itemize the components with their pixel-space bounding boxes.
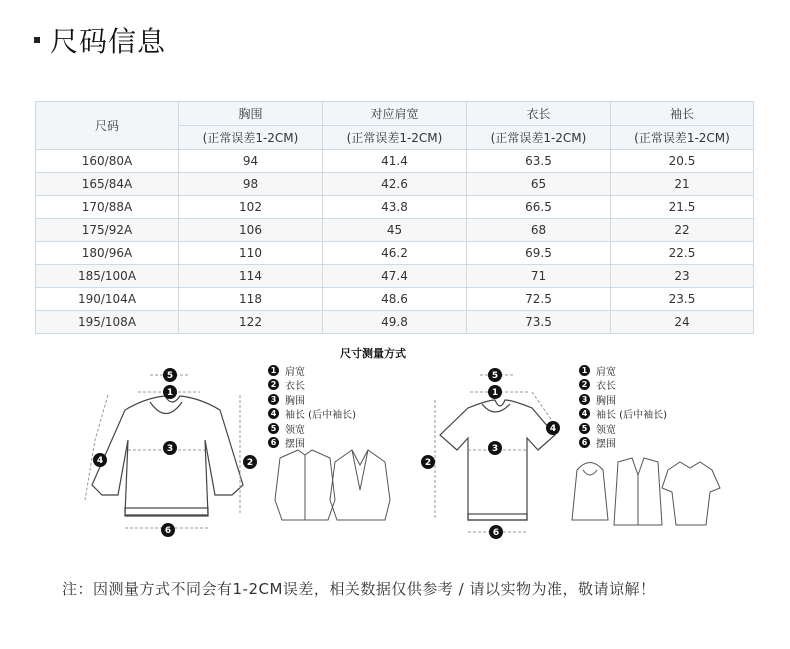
table-cell: 21.5	[611, 196, 754, 219]
legend-label: 袖长 (后中袖长)	[596, 410, 667, 422]
table-cell: 23	[611, 265, 754, 288]
legend-left	[268, 363, 356, 450]
number-badge-icon: 2	[579, 379, 590, 390]
table-cell: 165/84A	[36, 173, 179, 196]
table-cell: 24	[611, 311, 754, 334]
svg-text:1: 1	[491, 388, 499, 398]
legend-item	[268, 392, 356, 407]
table-cell: 63.5	[467, 150, 611, 173]
table-cell: 22	[611, 219, 754, 242]
legend-item	[579, 407, 667, 422]
legend-item	[579, 436, 667, 451]
number-badge-icon: 3	[268, 394, 279, 405]
garment-sketches-right	[572, 458, 720, 525]
number-badge-icon: 6	[579, 437, 590, 448]
table-cell: 170/88A	[36, 196, 179, 219]
table-cell: 20.5	[611, 150, 754, 173]
table-cell: 22.5	[611, 242, 754, 265]
legend-label: 衣长	[596, 381, 616, 393]
svg-text:4: 4	[96, 456, 104, 466]
legend-item	[268, 436, 356, 451]
table-cell: 160/80A	[36, 150, 179, 173]
table-cell: 68	[467, 219, 611, 242]
svg-text:1: 1	[166, 388, 174, 398]
table-cell: 185/100A	[36, 265, 179, 288]
legend-label: 袖长 (后中袖长)	[285, 410, 356, 422]
table-cell: 49.8	[323, 311, 467, 334]
garment-sketches-left	[275, 450, 390, 520]
legend-label: 肩宽	[285, 366, 305, 378]
legend-item	[268, 363, 356, 378]
table-cell: 102	[179, 196, 323, 219]
legend-label: 领宽	[285, 424, 305, 436]
legend-item	[579, 363, 667, 378]
table-cell: 41.4	[323, 150, 467, 173]
table-cell: 47.4	[323, 265, 467, 288]
svg-text:6: 6	[164, 526, 172, 536]
legend-item	[268, 378, 356, 393]
legend-item	[579, 421, 667, 436]
diagram-title: 尺寸测量方式	[340, 347, 406, 360]
table-cell: 195/108A	[36, 311, 179, 334]
legend-label: 胸围	[285, 395, 305, 407]
legend-label: 摆围	[285, 439, 305, 451]
page-title-text: 尺码信息	[50, 25, 167, 58]
svg-text:5: 5	[166, 371, 174, 381]
number-badge-icon: 1	[268, 365, 279, 376]
legend-item	[579, 392, 667, 407]
table-cell: 43.8	[323, 196, 467, 219]
svg-text:4: 4	[549, 424, 557, 434]
svg-text:5: 5	[491, 371, 499, 381]
table-cell: 110	[179, 242, 323, 265]
table-cell: 118	[179, 288, 323, 311]
column-header: 对应肩宽	[323, 102, 467, 126]
disclaimer-note: 注：因测量方式不同会有1-2CM误差，相关数据仅供参考 / 请以实物为准，敬请谅解！	[62, 580, 656, 598]
legend-label: 肩宽	[596, 366, 616, 378]
svg-text:6: 6	[492, 528, 500, 538]
table-cell: 73.5	[467, 311, 611, 334]
table-cell: 114	[179, 265, 323, 288]
column-subheader: (正常误差1-2CM)	[467, 126, 611, 150]
number-badge-icon: 5	[579, 423, 590, 434]
table-cell: 180/96A	[36, 242, 179, 265]
table-cell: 94	[179, 150, 323, 173]
table-cell: 69.5	[467, 242, 611, 265]
table-cell: 42.6	[323, 173, 467, 196]
column-subheader: (正常误差1-2CM)	[323, 126, 467, 150]
svg-text:3: 3	[166, 444, 174, 454]
table-cell: 23.5	[611, 288, 754, 311]
legend-label: 摆围	[596, 439, 616, 451]
tshirt-drawing	[440, 400, 555, 520]
number-badge-icon: 4	[268, 408, 279, 419]
number-badge-icon: 4	[579, 408, 590, 419]
column-header: 胸围	[179, 102, 323, 126]
sweater-drawing	[92, 396, 243, 516]
table-cell: 190/104A	[36, 288, 179, 311]
svg-text:3: 3	[491, 444, 499, 454]
svg-text:2: 2	[424, 458, 432, 468]
svg-text:2: 2	[246, 458, 254, 468]
table-cell: 72.5	[467, 288, 611, 311]
column-subheader: (正常误差1-2CM)	[179, 126, 323, 150]
size-column-header: 尺码	[36, 102, 179, 150]
number-badge-icon: 3	[579, 394, 590, 405]
legend-right	[579, 363, 667, 450]
table-cell: 98	[179, 173, 323, 196]
table-cell: 66.5	[467, 196, 611, 219]
table-cell: 122	[179, 311, 323, 334]
table-cell: 71	[467, 265, 611, 288]
table-cell: 21	[611, 173, 754, 196]
number-badge-icon: 2	[268, 379, 279, 390]
legend-label: 衣长	[285, 381, 305, 393]
number-badge-icon: 5	[268, 423, 279, 434]
number-badge-icon: 1	[579, 365, 590, 376]
legend-label: 领宽	[596, 424, 616, 436]
column-header: 衣长	[467, 102, 611, 126]
table-cell: 46.2	[323, 242, 467, 265]
table-cell: 45	[323, 219, 467, 242]
table-cell: 175/92A	[36, 219, 179, 242]
number-badge-icon: 6	[268, 437, 279, 448]
table-cell: 106	[179, 219, 323, 242]
column-subheader: (正常误差1-2CM)	[611, 126, 754, 150]
column-header: 袖长	[611, 102, 754, 126]
legend-item	[579, 378, 667, 393]
legend-item	[268, 407, 356, 422]
table-cell: 48.6	[323, 288, 467, 311]
table-cell: 65	[467, 173, 611, 196]
legend-item	[268, 421, 356, 436]
legend-label: 胸围	[596, 395, 616, 407]
